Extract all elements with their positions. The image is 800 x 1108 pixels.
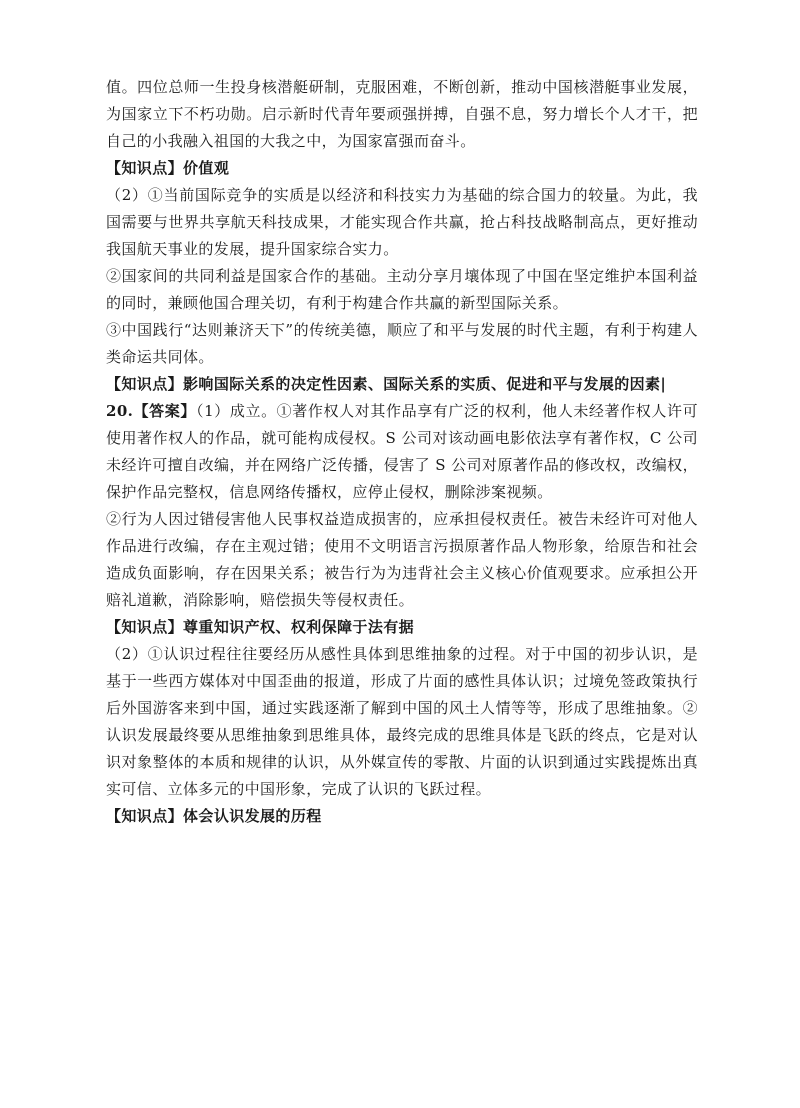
knowledge-point-label: 【知识点】	[106, 159, 184, 177]
answer-text: （1）成立。①著作权人对其作品享有广泛的权利，他人未经著作权人许可使用著作权人的作品，就可能构成侵权。S 公司对该动画电影依法享有著作权，C 公司未经许可擅自改编，并在网络广泛传播，侵害了 S 公司对原著作品的修改权，改编权，保护作品完整权，信息网络传播权，应停止侵权，删除涉案视频。	[106, 402, 698, 501]
knowledge-point-label: 【知识点】	[106, 807, 184, 825]
knowledge-point-intellectual-property	[106, 614, 698, 641]
knowledge-point-text: 影响国际关系的决定性因素、国际关系的实质、促进和平与发展的因素|	[183, 375, 667, 393]
knowledge-point-text: 价值观	[183, 159, 230, 177]
paragraph-answer-point2: ②行为人因过错侵害他人民事权益造成损害的，应承担侵权责任。被告未经许可对他人作品进行改编，存在主观过错；使用不文明语言污损原著作品人物形象，给原告和社会造成负面影响，存在因果关系；被告行为为违背社会主义核心价值观要求。应承担公开赔礼道歉，消除影响，赔偿损失等侵权责任。	[106, 510, 698, 609]
answer-heading: 20.【答案】	[106, 402, 196, 420]
paragraph-intro: 值。四位总师一生投身核潜艇研制，克服困难，不断创新，推动中国核潜艇事业发展，为国家立下不朽功勋。启示新时代青年要顽强拼搏，自强不息，努力增长个人才干，把自己的小我融入祖国的大我之中，为国家富强而奋斗。	[106, 78, 698, 150]
paragraph-part2-point3: ③中国践行“达则兼济天下”的传统美德，顺应了和平与发展的时代主题，有利于构建人类命运共同体。	[106, 321, 698, 366]
knowledge-point-cognition	[106, 803, 698, 830]
answer-20-part1	[106, 398, 698, 506]
knowledge-point-text: 体会认识发展的历程	[183, 807, 322, 825]
knowledge-point-international-relations	[106, 371, 698, 398]
knowledge-point-label: 【知识点】	[106, 375, 184, 393]
knowledge-point-values	[106, 155, 698, 182]
knowledge-point-text: 尊重知识产权、权利保障于法有据	[183, 618, 415, 636]
document-body	[106, 74, 698, 830]
paragraph-answer-part2: （2）①认识过程往往要经历从感性具体到思维抽象的过程。对于中国的初步认识，是基于一些西方媒体对中国歪曲的报道，形成了片面的感性具体认识；过境免签政策执行后外国游客来到中国，通过实践逐渐了解到中国的风土人情等等，形成了思维抽象。②认识发展最终要从思维抽象到思维具体，最终完成的思维具体是飞跃的终点，它是对认识对象整体的本质和规律的认识，从外媒宣传的零散、片面的认识到通过实践提炼出真实可信、立体多元的中国形象，完成了认识的飞跃过程。	[106, 645, 698, 798]
paragraph-part2-point2: ②国家间的共同利益是国家合作的基础。主动分享月壤体现了中国在坚定维护本国利益的同时，兼顾他国合理关切，有利于构建合作共赢的新型国际关系。	[106, 267, 698, 312]
knowledge-point-label: 【知识点】	[106, 618, 184, 636]
paragraph-part2-point1: （2）①当前国际竞争的实质是以经济和科技实力为基础的综合国力的较量。为此，我国需要与世界共享航天科技成果，才能实现合作共赢，抢占科技战略制高点，更好推动我国航天事业的发展，提升国家综合实力。	[106, 186, 698, 258]
